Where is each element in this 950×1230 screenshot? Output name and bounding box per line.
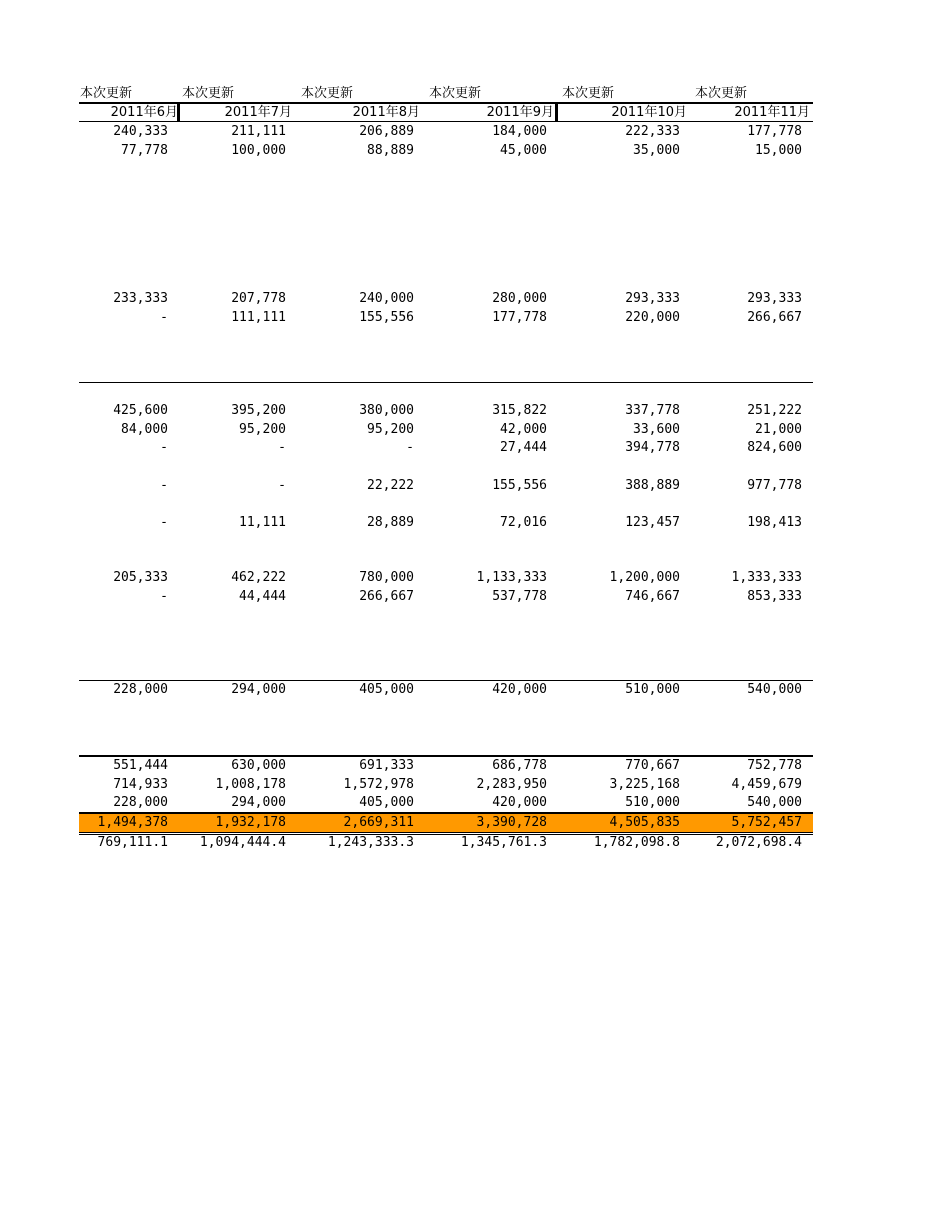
data-cell: 746,667 <box>625 589 680 604</box>
data-cell: 27,444 <box>500 440 547 455</box>
data-cell: 88,889 <box>367 143 414 158</box>
summary-cell: 4,459,679 <box>731 777 802 792</box>
data-cell: 177,778 <box>747 124 802 139</box>
data-cell: - <box>160 310 168 325</box>
data-cell: 425,600 <box>113 403 168 418</box>
month-header: 2011年8月 <box>352 105 420 120</box>
total-cell: 4,505,835 <box>609 815 680 830</box>
month-header: 2011年10月 <box>611 105 687 120</box>
summary-cell: 691,333 <box>359 758 414 773</box>
data-cell: 123,457 <box>625 515 680 530</box>
data-cell: 293,333 <box>747 291 802 306</box>
data-cell: - <box>160 515 168 530</box>
data-cell: 72,016 <box>500 515 547 530</box>
data-cell: 537,778 <box>492 589 547 604</box>
summary-cell: 770,667 <box>625 758 680 773</box>
data-cell: 1,333,333 <box>731 570 802 585</box>
summary-cell: 714,933 <box>113 777 168 792</box>
data-cell: 211,111 <box>231 124 286 139</box>
update-label: 本次更新 <box>562 86 615 101</box>
average-cell: 1,243,333.3 <box>327 835 414 850</box>
data-cell: 510,000 <box>625 682 680 697</box>
data-cell: 45,000 <box>500 143 547 158</box>
data-cell: 462,222 <box>231 570 286 585</box>
data-cell: - <box>278 478 286 493</box>
summary-cell: 420,000 <box>492 795 547 810</box>
data-cell: 28,889 <box>367 515 414 530</box>
data-cell: 22,222 <box>367 478 414 493</box>
data-cell: 540,000 <box>747 682 802 697</box>
summary-cell: 551,444 <box>113 758 168 773</box>
data-cell: 266,667 <box>747 310 802 325</box>
data-cell: 21,000 <box>755 422 802 437</box>
month-header: 2011年7月 <box>224 105 292 120</box>
data-cell: 15,000 <box>755 143 802 158</box>
data-cell: - <box>160 589 168 604</box>
summary-cell: 630,000 <box>231 758 286 773</box>
data-cell: 388,889 <box>625 478 680 493</box>
data-cell: 198,413 <box>747 515 802 530</box>
data-cell: 780,000 <box>359 570 414 585</box>
data-cell: 207,778 <box>231 291 286 306</box>
data-cell: 155,556 <box>492 478 547 493</box>
month-header: 2011年6月 <box>110 105 178 120</box>
summary-cell: 752,778 <box>747 758 802 773</box>
data-cell: 315,822 <box>492 403 547 418</box>
data-cell: - <box>406 440 414 455</box>
data-cell: 84,000 <box>121 422 168 437</box>
average-cell: 769,111.1 <box>97 835 168 850</box>
update-label: 本次更新 <box>429 86 482 101</box>
data-cell: 395,200 <box>231 403 286 418</box>
data-cell: 824,600 <box>747 440 802 455</box>
data-cell: 95,200 <box>367 422 414 437</box>
total-cell: 5,752,457 <box>731 815 802 830</box>
summary-cell: 294,000 <box>231 795 286 810</box>
data-cell: 233,333 <box>113 291 168 306</box>
data-cell: 222,333 <box>625 124 680 139</box>
month-header: 2011年9月 <box>486 105 554 120</box>
data-cell: 100,000 <box>231 143 286 158</box>
data-cell: 1,200,000 <box>609 570 680 585</box>
summary-cell: 540,000 <box>747 795 802 810</box>
data-cell: 1,133,333 <box>476 570 547 585</box>
data-cell: 33,600 <box>633 422 680 437</box>
data-cell: 44,444 <box>239 589 286 604</box>
data-cell: 337,778 <box>625 403 680 418</box>
data-cell: 280,000 <box>492 291 547 306</box>
total-bottom-border <box>79 832 813 833</box>
update-label: 本次更新 <box>80 86 133 101</box>
data-cell: 220,000 <box>625 310 680 325</box>
data-cell: 95,200 <box>239 422 286 437</box>
data-cell: 266,667 <box>359 589 414 604</box>
data-cell: 853,333 <box>747 589 802 604</box>
average-cell: 2,072,698.4 <box>715 835 802 850</box>
data-cell: 293,333 <box>625 291 680 306</box>
data-cell: - <box>160 440 168 455</box>
data-cell: 977,778 <box>747 478 802 493</box>
average-cell: 1,782,098.8 <box>593 835 680 850</box>
data-cell: 35,000 <box>633 143 680 158</box>
data-cell: 294,000 <box>231 682 286 697</box>
data-cell: 380,000 <box>359 403 414 418</box>
data-cell: 240,333 <box>113 124 168 139</box>
total-cell: 1,494,378 <box>97 815 168 830</box>
total-cell: 2,669,311 <box>343 815 414 830</box>
column-divider <box>555 103 558 122</box>
update-label: 本次更新 <box>301 86 354 101</box>
data-cell: 240,000 <box>359 291 414 306</box>
data-cell: 206,889 <box>359 124 414 139</box>
month-header: 2011年11月 <box>734 105 810 120</box>
data-cell: - <box>160 478 168 493</box>
section-divider <box>79 382 813 383</box>
total-cell: 1,932,178 <box>215 815 286 830</box>
total-cell: 3,390,728 <box>476 815 547 830</box>
data-cell: 405,000 <box>359 682 414 697</box>
summary-cell: 228,000 <box>113 795 168 810</box>
data-cell: 420,000 <box>492 682 547 697</box>
summary-cell: 405,000 <box>359 795 414 810</box>
data-cell: 111,111 <box>231 310 286 325</box>
data-cell: 394,778 <box>625 440 680 455</box>
update-label: 本次更新 <box>182 86 235 101</box>
average-cell: 1,345,761.3 <box>460 835 547 850</box>
data-cell: - <box>278 440 286 455</box>
summary-cell: 2,283,950 <box>476 777 547 792</box>
summary-cell: 686,778 <box>492 758 547 773</box>
data-cell: 228,000 <box>113 682 168 697</box>
data-cell: 155,556 <box>359 310 414 325</box>
data-cell: 42,000 <box>500 422 547 437</box>
data-cell: 77,778 <box>121 143 168 158</box>
update-label: 本次更新 <box>695 86 748 101</box>
summary-cell: 1,008,178 <box>215 777 286 792</box>
average-cell: 1,094,444.4 <box>199 835 286 850</box>
data-cell: 184,000 <box>492 124 547 139</box>
data-cell: 205,333 <box>113 570 168 585</box>
summary-cell: 510,000 <box>625 795 680 810</box>
data-cell: 177,778 <box>492 310 547 325</box>
data-cell: 251,222 <box>747 403 802 418</box>
summary-cell: 3,225,168 <box>609 777 680 792</box>
data-cell: 11,111 <box>239 515 286 530</box>
summary-cell: 1,572,978 <box>343 777 414 792</box>
